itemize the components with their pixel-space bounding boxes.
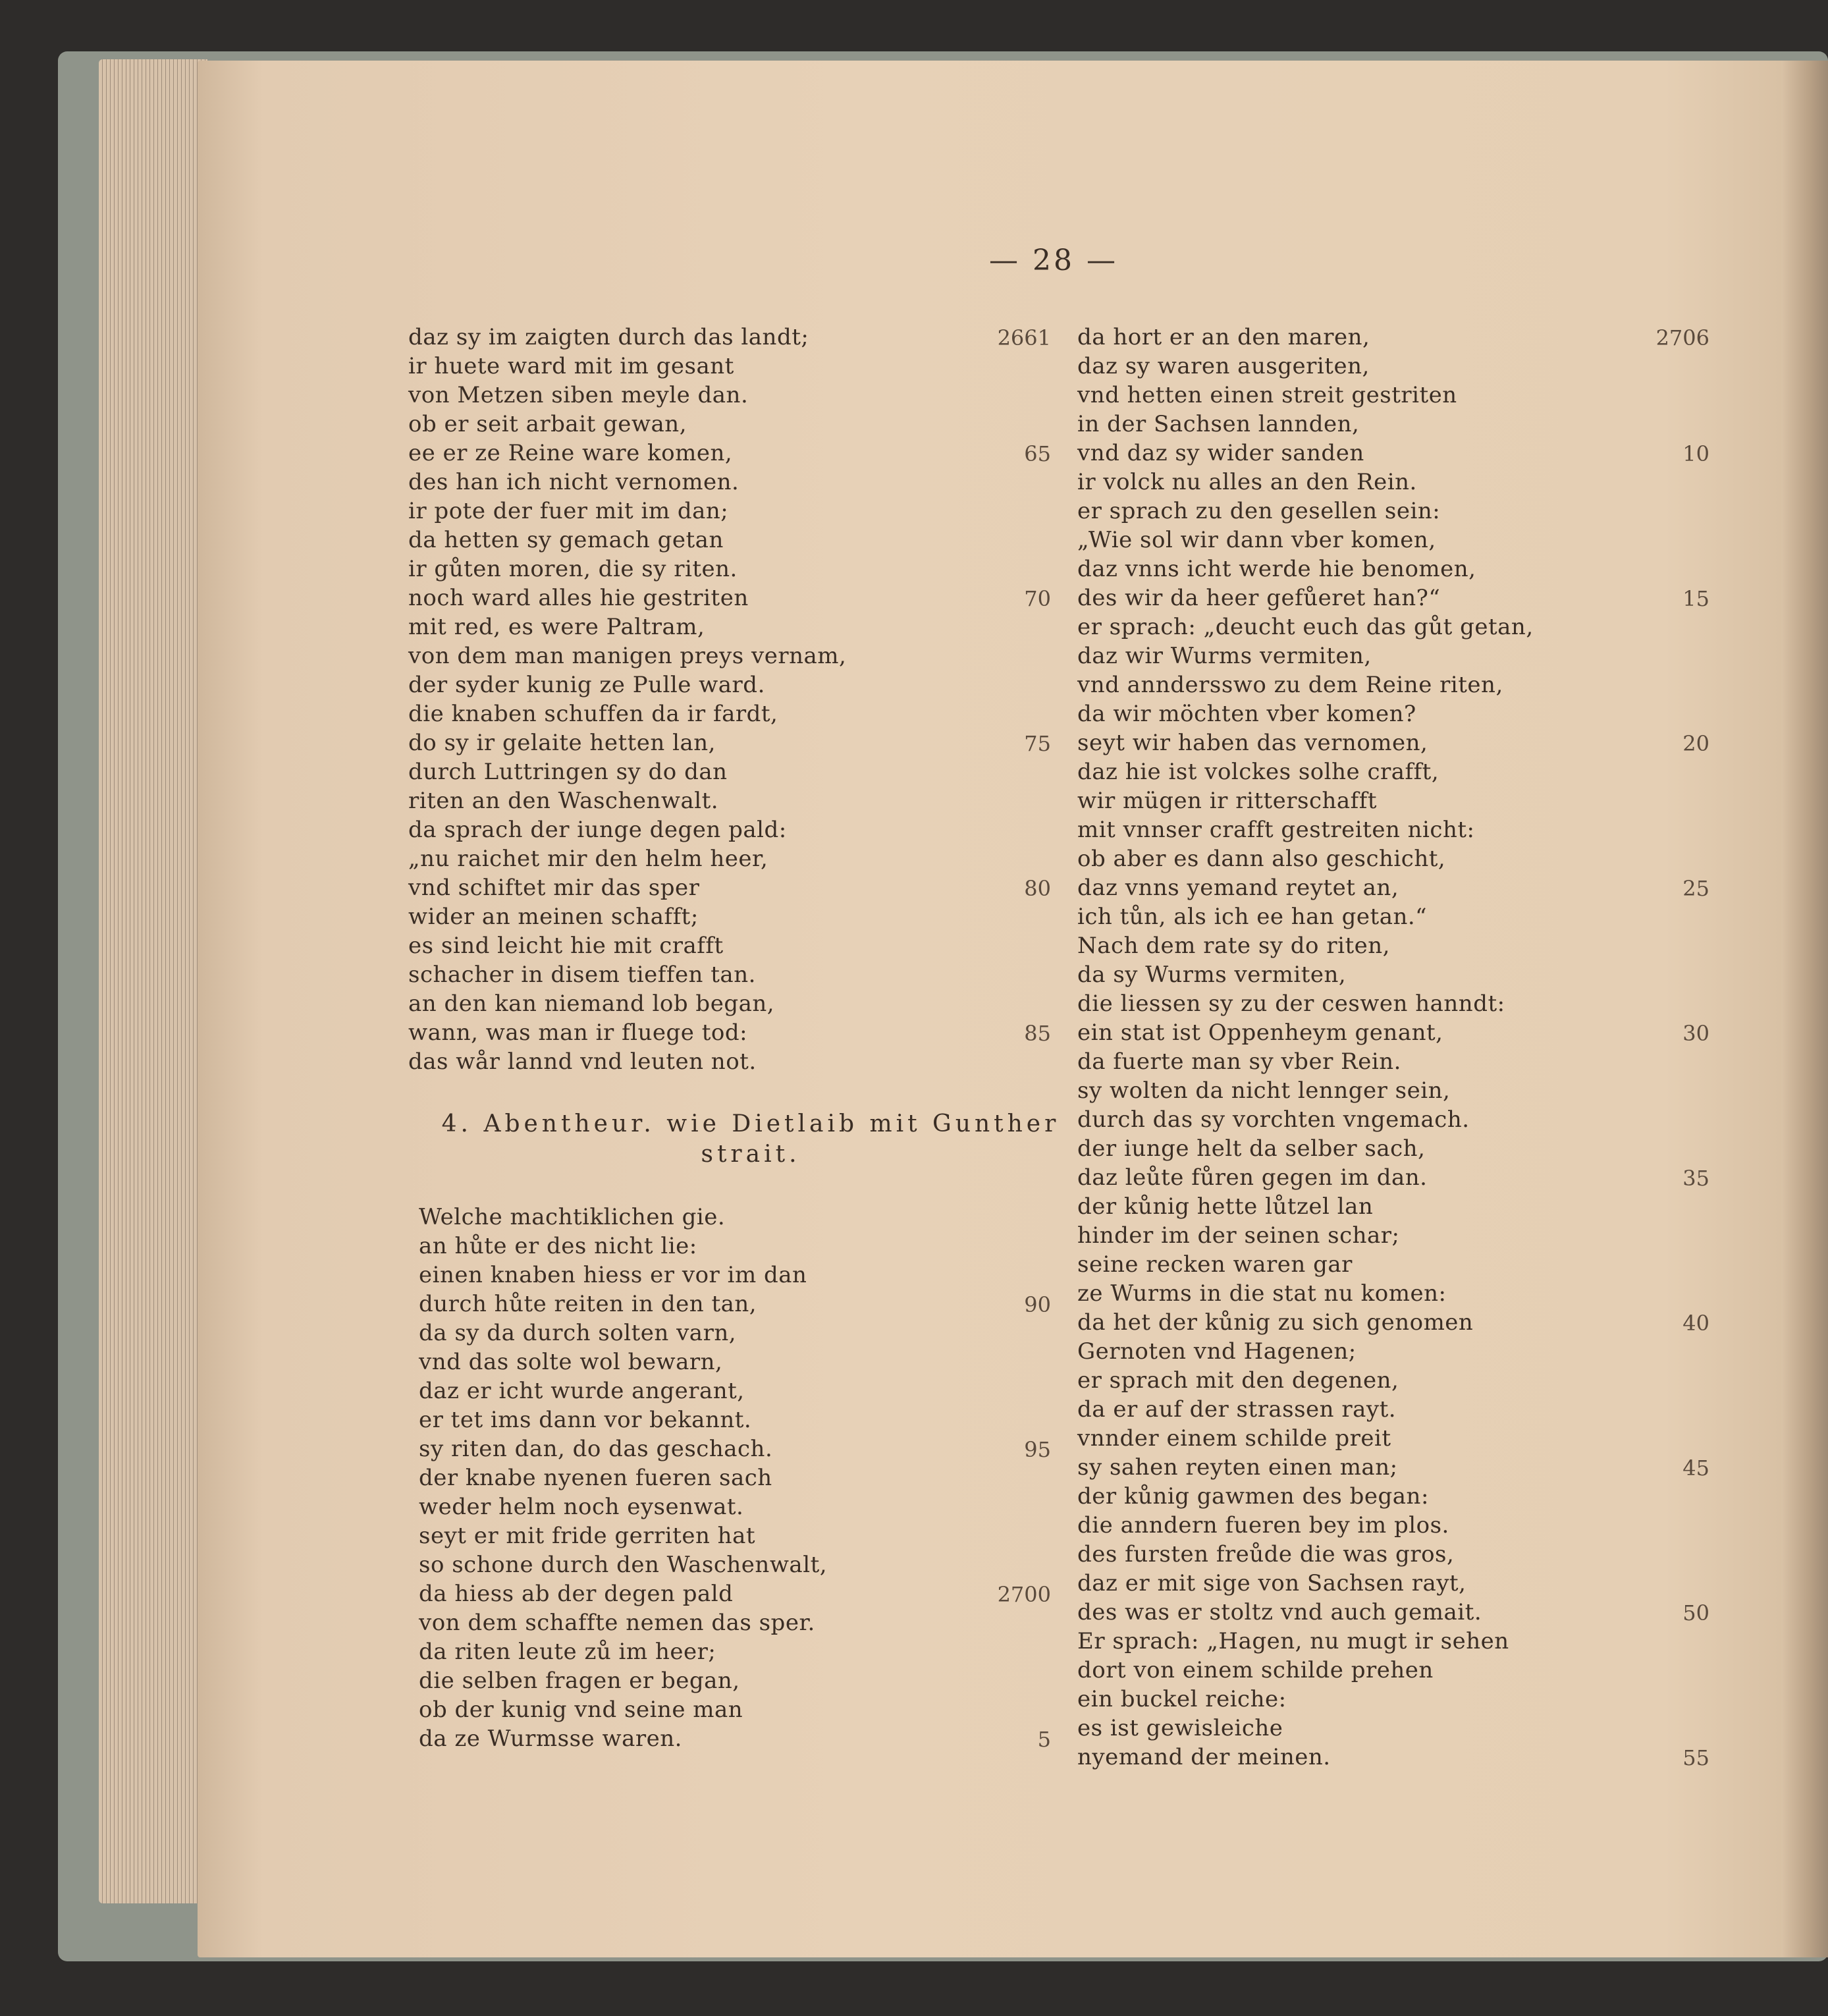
verse-line: mit red, es were Paltram,	[408, 614, 705, 640]
verse-line: des han ich nicht vernomen.	[408, 469, 739, 495]
verse-line: an den kan niemand lob began,	[408, 991, 775, 1017]
verse-line: daz er icht wurde angerant,	[419, 1378, 745, 1404]
verse-line: weder helm noch eysenwat.	[419, 1494, 744, 1520]
verse-line: seyt er mit fride gerriten hat	[419, 1523, 756, 1549]
verse-line: daz vnns yemand reytet an,	[1077, 875, 1399, 901]
line-number: 10	[1682, 441, 1709, 466]
verse-line: hinder im der seinen schar;	[1077, 1222, 1400, 1249]
verse-line: vnd das solte wol bewarn,	[419, 1349, 723, 1375]
line-number: 35	[1682, 1166, 1709, 1191]
verse-line: von Metzen siben meyle dan.	[408, 382, 749, 408]
verse-line: daz wir Wurms vermiten,	[1077, 643, 1372, 669]
left-column-verses-part1	[408, 323, 846, 1076]
verse-line: er sprach zu den gesellen sein:	[1077, 498, 1441, 524]
verse-line: da hort er an den maren,	[1077, 324, 1370, 350]
verse-line: durch Luttringen sy do dan	[408, 759, 728, 785]
verse-line: vnd daz sy wider sanden	[1077, 440, 1364, 466]
verse-line: vnd hetten einen streit gestriten	[1077, 382, 1457, 408]
line-number: 25	[1682, 876, 1709, 901]
verse-line: ee er ze Reine ware komen,	[408, 440, 733, 466]
verse-line: „nu raichet mir den helm heer,	[408, 846, 768, 872]
verse-line: Er sprach: „Hagen, nu mugt ir sehen	[1077, 1628, 1509, 1654]
verse-line: daz sy waren ausgeriten,	[1077, 353, 1370, 379]
verse-line: die selben fragen er began,	[419, 1668, 740, 1694]
line-number: 75	[1024, 731, 1051, 756]
verse-line: sy riten dan, do das geschach.	[419, 1436, 773, 1462]
page-edges	[99, 59, 207, 1903]
verse-line: durch das sy vorchten vngemach.	[1077, 1106, 1470, 1133]
verse-line: dort von einem schilde prehen	[1077, 1657, 1434, 1683]
page-number: — 28 —	[989, 244, 1118, 277]
left-column-verses-part2	[419, 1203, 827, 1753]
right-column-verses	[1077, 323, 1534, 1772]
verse-line: daz er mit sige von Sachsen rayt,	[1077, 1570, 1466, 1596]
verse-line: von dem schaffte nemen das sper.	[419, 1610, 815, 1636]
verse-line: da hiess ab der degen pald	[419, 1581, 734, 1607]
line-number: 65	[1024, 441, 1051, 466]
verse-line: so schone durch den Waschenwalt,	[419, 1552, 828, 1578]
verse-line: wider an meinen schafft;	[408, 904, 699, 930]
line-number: 90	[1024, 1292, 1051, 1317]
verse-line: durch hůte reiten in den tan,	[419, 1291, 757, 1317]
verse-line: nyemand der meinen.	[1077, 1744, 1331, 1770]
verse-line: Gernoten vnd Hagenen;	[1077, 1338, 1357, 1365]
verse-line: von dem man manigen preys vernam,	[408, 643, 847, 669]
verse-line: des was er stoltz vnd auch gemait.	[1077, 1599, 1482, 1625]
verse-line: die anndern fueren bey im plos.	[1077, 1512, 1449, 1539]
verse-line: ir volck nu alles an den Rein.	[1077, 469, 1417, 495]
verse-line: ze Wurms in die stat nu komen:	[1077, 1280, 1447, 1307]
verse-line: die liessen sy zu der ceswen hanndt:	[1077, 991, 1505, 1017]
verse-line: daz hie ist volckes solhe crafft,	[1077, 759, 1439, 785]
line-number: 45	[1682, 1456, 1709, 1481]
verse-line: in der Sachsen lannden,	[1077, 411, 1360, 437]
verse-line: es ist gewisleiche	[1077, 1715, 1283, 1741]
verse-line: wir mügen ir ritterschafft	[1077, 788, 1378, 814]
verse-line: vnnder einem schilde preit	[1077, 1425, 1391, 1452]
line-number: 95	[1024, 1437, 1051, 1462]
verse-line: wann, was man ir fluege tod:	[408, 1020, 748, 1046]
verse-line: da sprach der iunge degen pald:	[408, 817, 787, 843]
verse-line: ir gůten moren, die sy riten.	[408, 556, 738, 582]
verse-line: ich tůn, als ich ee han getan.“	[1077, 904, 1428, 930]
verse-line: er sprach mit den degenen,	[1077, 1367, 1399, 1394]
verse-line: daz sy im zaigten durch das landt;	[408, 324, 809, 350]
verse-line: seyt wir haben das vernomen,	[1077, 730, 1428, 756]
verse-line: ob er seit arbait gewan,	[408, 411, 687, 437]
line-number: 30	[1682, 1021, 1709, 1046]
verse-line: einen knaben hiess er vor im dan	[419, 1262, 807, 1288]
chapter-heading-line2: strait.	[701, 1141, 801, 1168]
verse-line: da wir möchten vber komen?	[1077, 701, 1416, 727]
verse-line: mit vnnser crafft gestreiten nicht:	[1077, 817, 1475, 843]
line-number: 2706	[1655, 325, 1709, 350]
verse-line: der iunge helt da selber sach,	[1077, 1135, 1426, 1162]
verse-line: der kůnig gawmen des began:	[1077, 1483, 1429, 1510]
verse-line: Welche machtiklichen gie.	[419, 1204, 726, 1230]
line-number: 2661	[997, 325, 1051, 350]
verse-line: ein buckel reiche:	[1077, 1686, 1287, 1712]
line-number: 40	[1682, 1311, 1709, 1336]
verse-line: an hůte er des nicht lie:	[419, 1233, 697, 1259]
verse-line: da ze Wurmsse waren.	[419, 1726, 682, 1752]
verse-line: das wår lannd vnd leuten not.	[408, 1049, 757, 1075]
verse-line: ir pote der fuer mit im dan;	[408, 498, 729, 524]
verse-line: die knaben schuffen da ir fardt,	[408, 701, 778, 727]
verse-line: da het der kůnig zu sich genomen	[1077, 1309, 1474, 1336]
verse-line: vnd anndersswo zu dem Reine riten,	[1077, 672, 1503, 698]
verse-line: es sind leicht hie mit crafft	[408, 933, 724, 959]
line-number: 20	[1682, 731, 1709, 756]
chapter-heading-line1: 4. Abentheur. wie Dietlaib mit Gunther	[441, 1110, 1060, 1137]
verse-line: da hetten sy gemach getan	[408, 527, 724, 553]
verse-line: da er auf der strassen rayt.	[1077, 1396, 1397, 1423]
verse-line: ir huete ward mit im gesant	[408, 353, 734, 379]
verse-line: des wir da heer gefůeret han?“	[1077, 585, 1441, 611]
verse-line: der kůnig hette lůtzel lan	[1077, 1193, 1374, 1220]
verse-line: vnd schiftet mir das sper	[408, 875, 700, 901]
verse-line: da fuerte man sy vber Rein.	[1077, 1049, 1401, 1075]
verse-line: ob der kunig vnd seine man	[419, 1697, 743, 1723]
verse-line: seine recken waren gar	[1077, 1251, 1353, 1278]
line-number: 2700	[997, 1582, 1051, 1607]
line-number: 70	[1024, 586, 1051, 611]
book-gutter	[1781, 61, 1828, 1957]
verse-line: da sy Wurms vermiten,	[1077, 962, 1347, 988]
verse-line: der syder kunig ze Pulle ward.	[408, 672, 765, 698]
verse-line: do sy ir gelaite hetten lan,	[408, 730, 716, 756]
verse-line: Nach dem rate sy do riten,	[1077, 933, 1390, 959]
verse-line: ein stat ist Oppenheym genant,	[1077, 1020, 1443, 1046]
verse-line: er sprach: „deucht euch das gůt getan,	[1077, 614, 1534, 640]
verse-line: da sy da durch solten varn,	[419, 1320, 737, 1346]
chapter-heading	[435, 1109, 1067, 1170]
verse-line: „Wie sol wir dann vber komen,	[1077, 527, 1436, 553]
verse-line: da riten leute zů im heer;	[419, 1639, 716, 1665]
line-number: 55	[1682, 1745, 1709, 1770]
verse-line: schacher in disem tieffen tan.	[408, 962, 756, 988]
line-number: 15	[1682, 586, 1709, 611]
verse-line: sy wolten da nicht lennger sein,	[1077, 1077, 1451, 1104]
verse-line: ob aber es dann also geschicht,	[1077, 846, 1446, 872]
line-number: 85	[1024, 1021, 1051, 1046]
verse-line: der knabe nyenen fueren sach	[419, 1465, 772, 1491]
verse-line: daz vnns icht werde hie benomen,	[1077, 556, 1476, 582]
verse-line: noch ward alles hie gestriten	[408, 585, 749, 611]
verse-line: riten an den Waschenwalt.	[408, 788, 719, 814]
verse-line: daz leůte fůren gegen im dan.	[1077, 1164, 1428, 1191]
line-number: 5	[1037, 1727, 1051, 1752]
line-number: 80	[1024, 876, 1051, 901]
verse-line: sy sahen reyten einen man;	[1077, 1454, 1398, 1481]
verse-line: er tet ims dann vor bekannt.	[419, 1407, 752, 1433]
verse-line: des fursten freůde die was gros,	[1077, 1541, 1455, 1567]
line-number: 50	[1682, 1600, 1709, 1625]
